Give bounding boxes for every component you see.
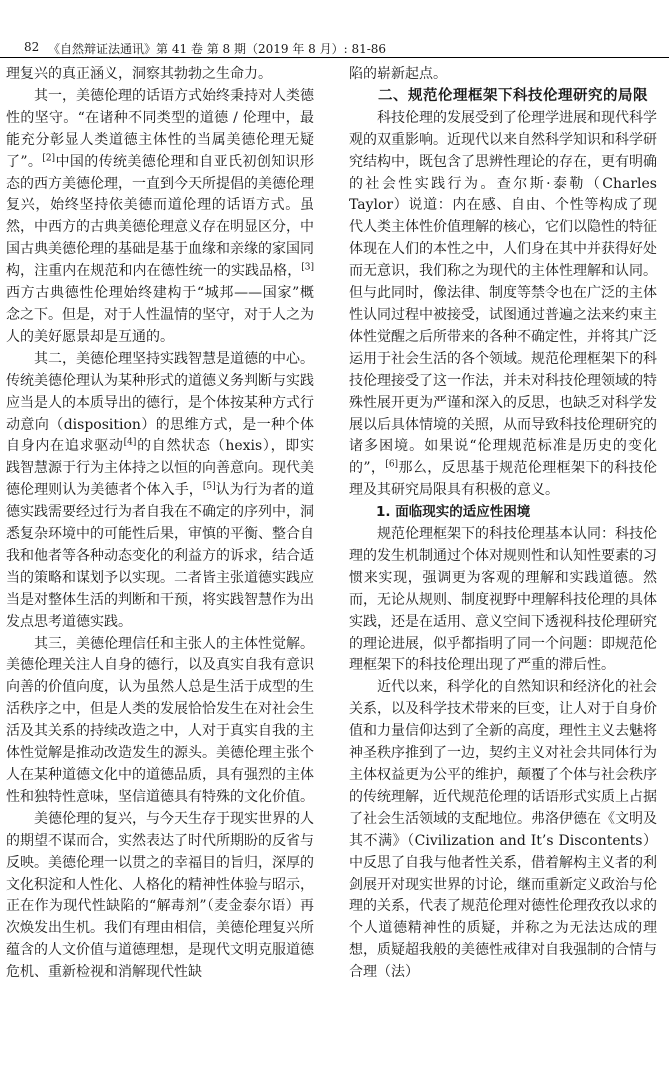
paragraph: 理复兴的真正涵义，洞察其勃勃之生命力。 [6,66,272,82]
citation-marker: [4] [123,437,137,448]
subsection-title: 1. 面临现实的适应性困境 [376,504,531,521]
paragraph: 近代以来，科学化的自然知识和经济化的社会关系，以及科学技术带来的巨变，让人对于自身价值和力量信仰达到了全新的高度，理性主义去魅将神圣秩序推到了一边，契约主义对社会共同体行为主体权益更为公平的维护，颠覆了个体与社会秩序的传统理解，近代规范伦理的话语形式实质上占据了社会生活领域的支配地位。弗洛伊德在《文明及其不满》（Civilization and It’s Discontents）中反思了自我与他者性关系，借着解构主义者的利剑展开对现实世界的讨论，继而重新定义政治与伦理的关系，代表了规范伦理对德性伦理孜孜以求的个人道德精神性的质疑，并称之为无法达成的理想，质疑超我般的美德性戒律对自我强制的合情与合理（法） [349,679,657,981]
journal-citation: 《自然辩证法通讯》第 41 卷 第 8 期（2019 年 8 月）: 81-86 [48,42,387,56]
paragraph: 科技伦理的发展受到了伦理学进展和现代科学观的双重影响。近现代以来自然科学知识和科学研究结构中，既包含了思辨性理论的存在，更有明确的社会性实践行为。查尔斯·泰勒（Charles Taylor）说道：内在感、自由、个性等构成了现代人类主体性价值理解的核心，它们以隐性的特征体现在人们的本性之中，人们身在其中并获得好处而无意识，我们称之为现代的主体性理解和认同。但与此同时，像法律、制度等禁令也在广泛的主体性认同过程中被接受，试图通过普遍之法来约束主体性觉醒之后所带来的各种不确定性，并将其广泛运用于社会生活的各个领域。规范伦理框架下的科技伦理接受了这一作法，并未对科技伦理领域的特殊性展开更为严谨和深入的反思，也缺乏对科学发展以后具体情境的关照，从而导致科技伦理研究的诸多困境。如果说“伦理规范标准是历史的变化的”，[6]那么，反思基于规范伦理框架下的科技伦理及其研究局限具有积极的意义。 [349,109,657,499]
page-header [0,0,669,56]
citation-marker: [3] [301,262,314,273]
left-column [6,64,314,984]
right-column [349,64,657,984]
paragraph: 其二，美德伦理坚持实践智慧是道德的中心。传统美德伦理认为某种形式的道德义务判断与实践应当是人的本质导出的德行，是个体按某种方式行动意向（disposition）的思维方式，是一种个体自身内在追求驱动[4]的自然状态（hexis），即实践智慧源于行为主体持之以恒的向善意向。现代美德伦理则认为美德者个体入手，[5]认为行为者的道德实践需要经过行为者自我在不确定的序列中，洞悉复杂环境中的可能性后果，审慎的平衡、整合自我和他者等各种动态变化的利益方的诉求，结合适当的策略和谋划予以实现。二者皆主张道德实践应当是对整体生活的判断和干预，将实践智慧作为出发点思考道德实践。 [6,350,315,630]
paragraph: 陷的崭新起点。 [349,66,447,82]
citation-marker: [6] [385,459,399,470]
header-rule [0,57,669,58]
paragraph: 其三，美德伦理信任和主张人的主体性觉解。美德伦理关注人自身的德行，以及真实自我有意识向善的价值向度，认为虽然人总是生活于成型的生活秩序之中，但是人类的发展恰恰发生在对社会生活及其关系的持续改造之中，人对于真实自我的主体性觉解是推动改造发生的源头。美德伦理主张个人在某种道德文化中的道德品质，具有强烈的主体性和独特性意味，坚信道德具有特殊的文化价值。 [6,635,314,805]
section-title: 二、规范伦理框架下科技伦理研究的局限 [378,87,648,104]
citation-marker: [5] [202,481,216,492]
page-number: 82 [24,40,40,54]
citation-marker: [2] [42,152,56,163]
paragraph: 其一，美德伦理的话语方式始终秉持对人类德性的坚守。“在诸种不同类型的道德 / 伦理中，最能充分彰显人类道德主体性的当属美德伦理无疑了”。[2]中国的传统美德伦理和自亚氏初创知识形态的西方美德伦理，一直到今天所提倡的美德伦理复兴，始终坚持依美德而道伦理的话语方式。虽然，中西方的古典美德伦理意义存在明显区分，中国古典美德伦理的基础是基于血缘和亲缘的家国同构，注重内在规范和内在德性统一的实践品格，[3]西方古典德性伦理始终建构于“城邦——国家”概念之下。但是，对于人性温情的坚守，对于人之为人的美好愿景却是互通的。 [6,87,314,345]
paragraph: 规范伦理框架下的科技伦理基本认同：科技伦理的发生机制通过个体对规则性和认知性要素的习惯来实现，强调更为客观的理解和实践道德。然而，无论从规则、制度视野中理解科技伦理的具体实践，还是在适用、意义空间下透视科技伦理研究的理论进展，似乎都指明了同一个问题：即规范伦理框架下的科技伦理出现了严重的滞后性。 [349,526,657,674]
paragraph: 美德伦理的复兴，与今天生存于现实世界的人的期望不谋而合，实然表达了时代所期盼的反省与反映。美德伦理一以贯之的幸福目的旨归，深厚的文化积淀和人性化、人格化的精神性体验与昭示，正在作为现代性缺陷的“解毒剂”（麦金泰尔语）再次焕发出生机。我们有理由相信，美德伦理复兴所蕴含的人文价值与道德理想，是现代文明克服道德危机、重新检视和消解现代性缺 [6,810,314,981]
